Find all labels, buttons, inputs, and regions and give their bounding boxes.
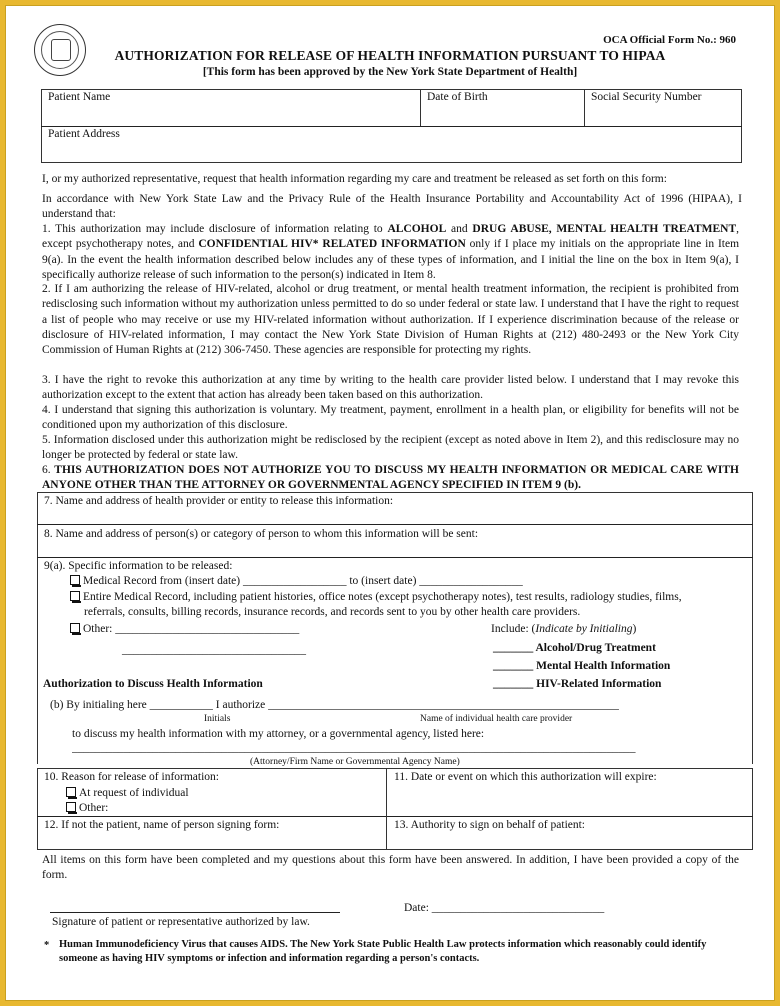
intro-understand: In accordance with New York State Law and the Privacy Rule of the Health Insurance Portability and Accountability Act of 1996 (HIPAA), I understand that: xyxy=(42,193,742,221)
intro-request: I, or my authorized representative, request that health information regarding my care and treatment be released as set forth on this form: xyxy=(42,173,667,185)
item-1: 1. This authorization may include disclosure of information relating to ALCOHOL and DRUG ABUSE, MENTAL HEALTH TREATMENT, except psychotherapy notes, and CONFIDENTIAL HIV* RELATED INFORMATION only if I place my initials on the appropriate line in Item 9(a). In the event the health information described below includes any of these types of information, and I initial the line on the box in Item 9(a), I specifically authorize release of such information to the person(s) indicated in Item 8. xyxy=(42,223,740,281)
initial-mental-health[interactable]: _______ Mental Health Information xyxy=(493,660,671,672)
field-8-recipient[interactable]: 8. Name and address of person(s) or category of person to whom this information will be sent: xyxy=(44,528,479,540)
medical-record-dates-checkbox[interactable]: Medical Record from (insert date) __________________ to (insert date) __________________ xyxy=(70,575,523,587)
provider-caption: Name of individual health care provider xyxy=(420,714,573,724)
discuss-statement: to discuss my health information with my attorney, or a governmental agency, listed here: xyxy=(72,728,485,740)
checkbox-icon[interactable] xyxy=(70,591,80,601)
item-2: 2. If I am authorizing the release of HIV-related, alcohol or drug treatment, or mental health treatment information, the recipient is prohibited from redisclosing such information without my authorization unless permitted to do so under federal or state law. I understand that I have the right to request a list of people who may receive or use my HIV-related information without authorization. If I experience discrimination because of the release or disclosure of HIV-related information, I may contact the New York State Division of Human Rights at (212) 480-2493 or the New York City Commission of Human Rights at (212) 306-7450. These agencies are responsible for protecting my rights. xyxy=(42,283,739,357)
attorney-caption: (Attorney/Firm Name or Governmental Agency Name) xyxy=(250,757,460,767)
item-3: 3. I have the right to revoke this authorization at any time by writing to the health care provider listed below. I understand that I may revoke this authorization except to the extent that action has already been taken based on this authorization. xyxy=(42,374,739,402)
field-11-expiration[interactable]: 11. Date or event on which this authorization will expire: xyxy=(394,771,657,783)
checkbox-icon[interactable] xyxy=(66,787,76,797)
footnote-star: * xyxy=(44,940,50,951)
reason-individual-checkbox[interactable]: At request of individual xyxy=(66,787,189,799)
checkbox-icon[interactable] xyxy=(70,575,80,585)
ssn-field[interactable]: Social Security Number xyxy=(591,91,702,103)
initial-hiv[interactable]: _______ HIV-Related Information xyxy=(493,678,662,690)
auth-discuss-heading: Authorization to Discuss Health Information xyxy=(43,678,263,690)
attorney-line[interactable]: __________________________________________________________________________________________________ xyxy=(72,742,636,754)
patient-address-field[interactable]: Patient Address xyxy=(48,128,120,140)
field-9b-initial[interactable]: (b) By initialing here ___________ I authorize _____________________________________________________________ xyxy=(50,699,619,711)
reason-other-checkbox[interactable]: Other: xyxy=(66,802,108,814)
patient-name-field[interactable]: Patient Name xyxy=(48,91,111,103)
initial-alcohol-drug[interactable]: _______ Alcohol/Drug Treatment xyxy=(493,642,656,654)
hiv-footnote: Human Immunodeficiency Virus that causes AIDS. The New York State Public Health Law protects information which reasonably could identify someone as having HIV symptoms or infection and information regarding a person's contacts. xyxy=(59,939,707,964)
include-instruction: Include: (Indicate by Initialing) xyxy=(491,623,637,635)
field-12-signer-name[interactable]: 12. If not the patient, name of person signing form: xyxy=(44,819,280,831)
field-13-authority[interactable]: 13. Authority to sign on behalf of patient: xyxy=(394,819,586,831)
entire-record-checkbox[interactable]: Entire Medical Record, including patient histories, office notes (except psychotherapy notes), test results, radiology studies, films, xyxy=(70,591,750,603)
signature-caption: Signature of patient or representative authorized by law. xyxy=(52,916,310,928)
field-9a-label: 9(a). Specific information to be released: xyxy=(44,560,233,572)
other-info-line-2[interactable]: ________________________________ xyxy=(122,644,306,656)
initials-caption: Initials xyxy=(204,714,231,724)
entire-record-desc: referrals, consults, billing records, insurance records, and records sent to you by other health care providers. xyxy=(84,606,581,618)
checkbox-icon[interactable] xyxy=(66,802,76,812)
item-4: 4. I understand that signing this authorization is voluntary. My treatment, payment, enrollment in a health plan, or eligibility for benefits will not be conditioned upon my authorization of this disclosure. xyxy=(42,404,739,432)
item-6: 6. THIS AUTHORIZATION DOES NOT AUTHORIZE YOU TO DISCUSS MY HEALTH INFORMATION OR MEDICAL CARE WITH ANYONE OTHER THAN THE ATTORNEY OR GOVERNMENTAL AGENCY SPECIFIED IN ITEM 9 (b). xyxy=(42,464,739,492)
signature-date-field[interactable]: Date: ______________________________ xyxy=(404,902,605,914)
checkbox-icon[interactable] xyxy=(70,623,80,633)
form-title: AUTHORIZATION FOR RELEASE OF HEALTH INFORMATION PURSUANT TO HIPAA xyxy=(114,48,666,63)
other-info-checkbox[interactable]: Other: ________________________________ xyxy=(70,623,299,635)
signature-line[interactable] xyxy=(50,912,340,913)
item-5: 5. Information disclosed under this authorization might be redisclosed by the recipient (except as noted above in Item 2), and this redisclosure may no longer be protected by federal or state law. xyxy=(42,434,739,462)
dob-field[interactable]: Date of Birth xyxy=(427,91,488,103)
form-number: OCA Official Form No.: 960 xyxy=(603,34,736,46)
field-7-provider[interactable]: 7. Name and address of health provider or entity to release this information: xyxy=(44,495,394,507)
form-subtitle: [This form has been approved by the New York State Department of Health] xyxy=(202,66,578,78)
field-10-reason: 10. Reason for release of information: xyxy=(44,771,219,783)
completion-statement: All items on this form have been completed and my questions about this form have been answered. In addition, I have been provided a copy of the form. xyxy=(42,854,739,882)
